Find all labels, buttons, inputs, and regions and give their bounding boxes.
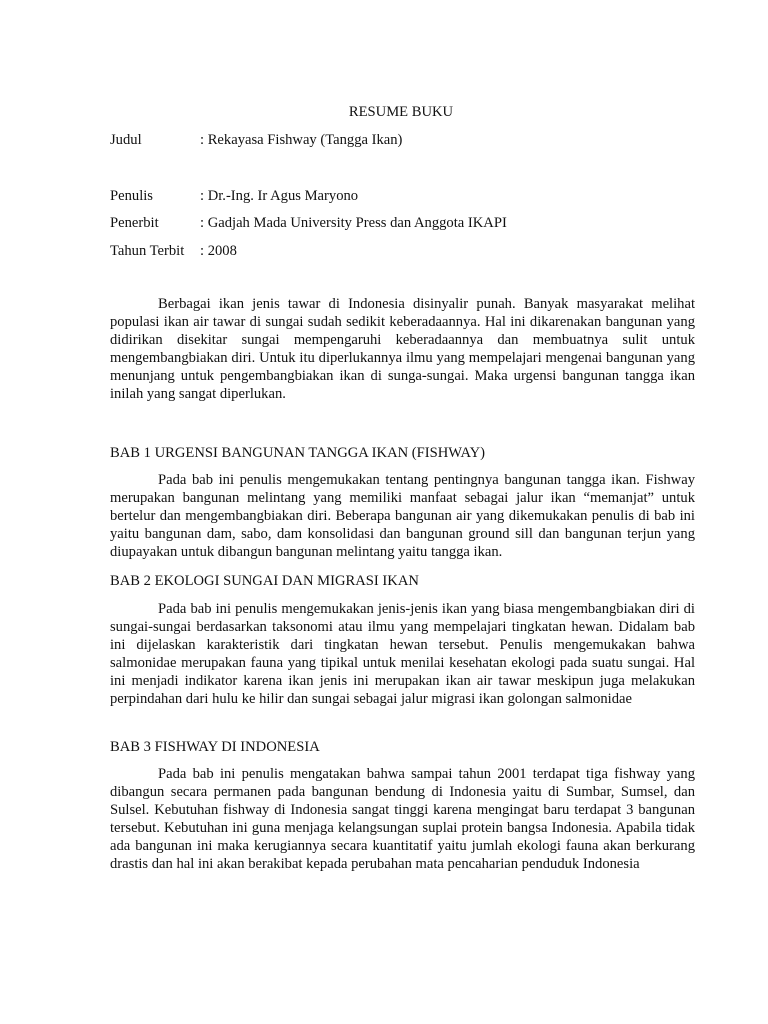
meta-label: Judul — [110, 132, 142, 148]
section-heading-bab-2: BAB 2 EKOLOGI SUNGAI DAN MIGRASI IKAN — [110, 573, 419, 589]
document-title: RESUME BUKU — [348, 104, 454, 120]
section-body-bab-1: Pada bab ini penulis mengemukakan tentang pentingnya bangunan tangga ikan. Fishway merupakan bangunan melintang yang memiliki manfaat sebagai jalur ikan “memanjat” untuk bertelur dan mengembangbiakan diri. Beberapa bangunan air yang dikemukakan penulis di bab ini yaitu bangunan dam, sabo, dam konsolidasi dan bangunan ground sill dan bangunan terjun yang diupayakan untuk dibangun bangunan melintang yaitu tangga ikan. — [110, 472, 695, 560]
meta-label: Penulis — [110, 188, 153, 204]
section-heading-bab-1: BAB 1 URGENSI BANGUNAN TANGGA IKAN (FISHWAY) — [110, 445, 486, 461]
meta-row-penulis — [110, 186, 710, 206]
meta-value: : Rekayasa Fishway (Tangga Ikan) — [200, 132, 403, 148]
section-body-bab-3: Pada bab ini penulis mengatakan bahwa sampai tahun 2001 terdapat tiga fishway yang dibangun secara permanen pada bangunan bendung di Indonesia yaitu di Sumbar, Sumsel, dan Sulsel. Kebutuhan fishway di Indonesia sangat tinggi karena mengingat baru terdapat 3 bangunan tersebut. Kebutuhan ini guna menjaga kelangsungan suplai protein bangsa Indonesia. Apabila tidak ada bangunan ini maka kerugiannya secara kuantitatif yaitu jumlah ekologi fauna akan berkurang drastis dan hal ini akan berakibat kepada perubahan mata pencaharian penduduk Indonesia — [110, 766, 695, 872]
section-body-bab-2: Pada bab ini penulis mengemukakan jenis-jenis ikan yang biasa mengembangbiakan diri di sungai-sungai berdasarkan taksonomi atau ilmu yang mempelajari tingkatan hewan. Didalam bab ini dijelaskan karakteristik dari tingkatan hewan tersebut. Penulis mengemukakan bahwa salmonidae merupakan fauna yang tipikal untuk menilai kesehatan ekologi pada suatu sungai. Hal ini menjadi indikator karena ikan jenis ini merupakan ikan air tawar meskipun juga melakukan perpindahan dari hulu ke hilir dan sungai sebagai jalur migrasi ikan golongan salmonidae — [110, 601, 695, 707]
intro-paragraph: Berbagai ikan jenis tawar di Indonesia disinyalir punah. Banyak masyarakat melihat populasi ikan air tawar di sungai sudah sedikit keberadaannya. Hal ini dikarenakan bangunan yang didirikan disekitar sungai mempengaruhi keberadaannya dan membuatnya sulit untuk mengembangbiakan diri. Untuk itu diperlukannya ilmu yang mempelajari mengenai bangunan yang menunjang untuk pengembangbiakan ikan di sunga-sungai. Maka urgensi bangunan tangga ikan inilah yang sangat diperlukan. — [110, 296, 695, 402]
meta-value: : 2008 — [200, 243, 237, 259]
section-heading-bab-3: BAB 3 FISHWAY DI INDONESIA — [110, 739, 320, 755]
meta-label: Penerbit — [110, 215, 159, 231]
meta-row-penerbit — [110, 213, 710, 233]
meta-value: : Dr.-Ing. Ir Agus Maryono — [200, 188, 359, 204]
meta-row-judul — [110, 130, 710, 150]
meta-value: : Gadjah Mada University Press dan Anggota IKAPI — [200, 215, 507, 231]
meta-label: Tahun Terbit — [110, 243, 185, 259]
meta-row-tahun-terbit — [110, 241, 710, 261]
